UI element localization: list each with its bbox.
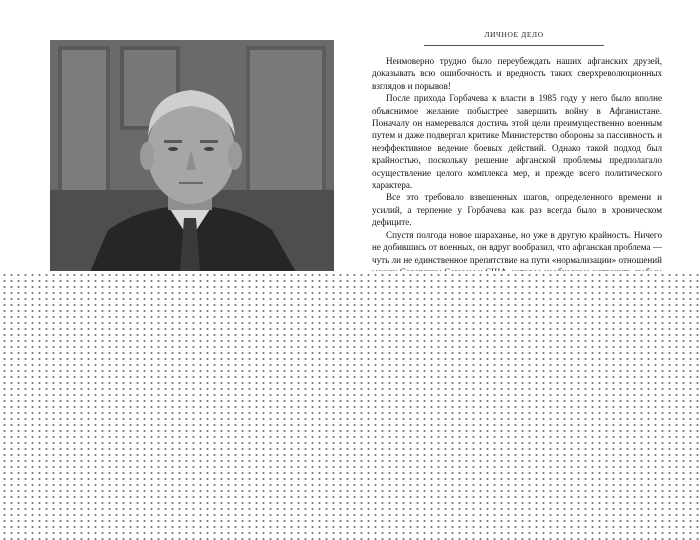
paragraph: Неимоверно трудно было переубеждать наших афганских друзей, доказывать всю ошибочность и вредность таких сверхреволюционных взглядов и порывов! xyxy=(372,56,662,91)
header-rule xyxy=(424,45,604,46)
portrait-photo xyxy=(50,40,334,272)
paragraph: После прихода Горбачева к власти в 1985 году у него было вполне объяснимое желание побыстрее завершить войну в Афганистане. Поначалу он намеревался достичь этой цели преимущественно военным путем и даже подвергал критике Министерство обороны за пассивность и неэффективное ведение боевых действий. Однако такой подход был крайностью, поскольку решение афганской проблемы предполагало осуществление целого комплекса мер, и прежде всего политического характера. xyxy=(372,93,662,191)
portrait-drawing xyxy=(50,40,334,272)
paragraph: Спустя полгода новое шараханье, но уже в другую крайность. Ничего не добившись от военных, он вдруг вообразил, что афганская проблема — чуть ли не единственное препятствие на пути «нормализации» отношений xyxy=(372,229,662,265)
running-header: ЛИЧНОЕ ДЕЛО xyxy=(484,30,544,39)
paragraph: Все это требовало взвешенных шагов, определенного времени и усилий, а терпение у Горбачева как раз всегда было в хроническом дефиците. xyxy=(372,192,662,228)
dotted-overlay xyxy=(0,271,700,540)
body-text xyxy=(372,55,662,303)
